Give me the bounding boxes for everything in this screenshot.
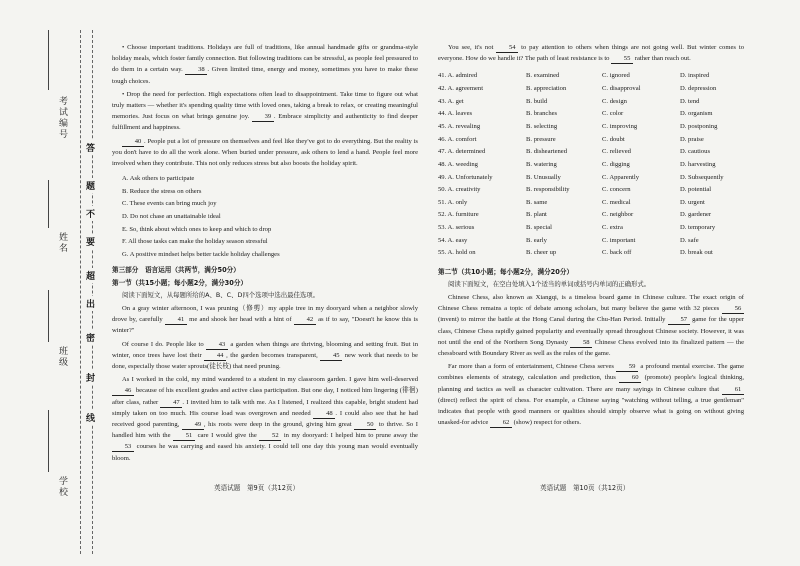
choice-option: 55. A. hold on <box>438 249 476 257</box>
blank-57[interactable]: 57 <box>668 315 690 325</box>
seal-word: 要 <box>83 234 96 249</box>
tips-paragraph: 40 . People put a lot of pressure on themselves and feel like they've got to do everything. But the reality is you don't have to do all the work alone. When buried under pressure, ask others to lend a hand. People feel more involved when they contribute. This not only reduces stress but also boosts the holiday spirit. <box>112 137 418 168</box>
blank-40[interactable]: 40 <box>122 137 144 147</box>
seal-word: 封 <box>83 370 96 385</box>
choice-option: D. tend <box>680 97 700 105</box>
text-run: game for the upper class, Chinese Chess rapidly gained popularity and eventually spread throughout Chinese society. However, it was not until the end of the Northern Song Dynasty <box>438 316 744 346</box>
tips-paragraph: • Drop the need for perfection. High expectations often lead to disappointment. Take time to figure out what truly matters — whether it's spending quality time with loved ones, taking a break to relax, or creating meaningful memories. Just focus on what brings genuine joy. 39 . Embrace simplicity and authenticity to find deeper fulfillment and happiness. <box>112 90 418 132</box>
choice-option: 43. A. get <box>438 97 464 105</box>
seal-word: 题 <box>83 178 96 193</box>
choice-option: 50. A. creativity <box>438 186 481 194</box>
seal-word: 超 <box>83 268 96 283</box>
text-run: to thrive. So I handled him with the <box>112 421 418 440</box>
choice-option: C. neighbor <box>602 211 634 219</box>
school-label: 学校 <box>57 476 67 498</box>
cloze-ending <box>438 42 744 64</box>
option-item: B. Reduce the stress on others <box>122 187 202 195</box>
blank-47[interactable]: 47 <box>160 398 182 408</box>
choice-option: D. harvesting <box>680 160 716 168</box>
choice-option: 51. A. only <box>438 198 468 206</box>
choice-option: B. Unusually <box>526 173 561 181</box>
blank-43[interactable]: 43 <box>206 340 228 350</box>
choice-option: D. Subsequently <box>680 173 724 181</box>
choice-option: C. digging <box>602 160 630 168</box>
part-2-title: 第二节（共10小题；每小题2分，满分20分） <box>438 267 574 276</box>
text-run: Of course I do. People like to <box>122 340 206 348</box>
school-line <box>48 410 49 472</box>
text-run: to pay attention to others when things are not going well. But winter comes to everyone. How do we handle it? The path of least resistance is to <box>438 44 745 63</box>
exam-no-line <box>48 30 49 90</box>
choice-option: B. early <box>526 236 547 244</box>
choice-option: C. disapproval <box>602 85 641 93</box>
choice-option: C. back off <box>602 249 632 257</box>
choice-option: C. doubt <box>602 135 625 143</box>
paragraph <box>112 303 418 337</box>
text-run: Far more than a form of entertainment, Chinese Chess serves <box>448 363 617 371</box>
choice-option: B. plant <box>526 211 547 219</box>
seal-line-outer <box>80 30 81 554</box>
page-9-footer: 英语试题 第9页（共12页） <box>214 484 300 492</box>
choice-option: C. important <box>602 236 636 244</box>
paragraph <box>438 361 744 428</box>
text-run: As I worked in the cold, my mind wandered to a student in my classroom garden. I gave him well-deserved <box>122 376 418 384</box>
blank-49[interactable]: 49 <box>182 420 204 430</box>
choice-option: C. improving <box>602 122 638 130</box>
choices-grid <box>438 70 744 258</box>
paragraph <box>438 292 744 359</box>
binding-margin <box>0 0 96 566</box>
seal-line-inner <box>92 30 93 554</box>
section-3-instructions: 阅读下面短文，从每题所给的A、B、C、D四个选项中选出最佳选项。 <box>122 290 320 299</box>
blank-59[interactable]: 59 <box>616 362 638 372</box>
name-label: 姓名 <box>57 232 67 254</box>
blank-51[interactable]: 51 <box>173 431 195 441</box>
text-run: a garden when things are thriving, blooming and setting fruit. But in winter, once trees have lost their <box>112 340 418 359</box>
grammar-passage <box>438 292 744 428</box>
choice-option: B. same <box>526 198 548 206</box>
blank-62[interactable]: 62 <box>490 418 512 428</box>
option-item: C. These events can bring much joy <box>122 200 217 208</box>
text-run: . I could also see that he had received good parenting, <box>112 409 418 429</box>
text-run: You see, it's not <box>448 44 497 51</box>
choice-option: B. examined <box>526 72 560 80</box>
seal-word: 密 <box>83 330 96 345</box>
choice-option: D. depression <box>680 85 717 93</box>
choice-option: D. organism <box>680 110 713 118</box>
choice-option: D. temporary <box>680 224 716 232</box>
choice-option: C. Apparently <box>602 173 639 181</box>
text-run: (invent) to mirror the battle at the Hong Canal during the Chu-Han Period. Initially <box>438 316 668 324</box>
choice-option: D. praise <box>680 135 704 143</box>
text-run: because of his excellent grades and active class participation. But one day, I noticed him lingering (徘徊) after class, rather <box>112 387 418 406</box>
page-10-footer: 英语试题 第10页（共12页） <box>540 484 630 492</box>
text-run: . I invited him to talk with me. As I listened, I realized this capable, bright student had simply taken on too much. His course load was overgrown and needed <box>112 398 418 417</box>
part-2-instructions: 阅读下面短文，在空白处填入1个适当的单词或括号内单词的正确形式。 <box>448 279 651 288</box>
section-3-part-1-title: 第一节（共15小题；每小题2分，满分30分） <box>112 278 248 287</box>
name-line <box>48 180 49 228</box>
section-3-title: 第三部分 语言运用（共两节，满分50分） <box>112 266 240 275</box>
choice-option: C. concern <box>602 186 631 194</box>
blank-42[interactable]: 42 <box>294 315 316 325</box>
text-run: me and shook her head with a hint of <box>186 316 294 324</box>
choice-option: D. potential <box>680 186 712 194</box>
blank-61[interactable]: 61 <box>722 385 744 395</box>
option-item: G. A positive mindset helps better tackle holiday challenges <box>122 250 280 258</box>
choice-option: C. ignored <box>602 72 630 80</box>
blank-41[interactable]: 41 <box>165 315 187 325</box>
choice-option: D. urgent <box>680 198 705 206</box>
choice-option: 46. A. comfort <box>438 135 477 143</box>
text-run: , the garden becomes transparent, <box>226 351 321 359</box>
seal-word: 出 <box>83 296 96 311</box>
choice-option: C. color <box>602 110 624 118</box>
paragraph <box>112 339 418 373</box>
cloze-story <box>112 303 418 464</box>
text-run: On a gray winter afternoon, I was pruning（修剪）my apple tree in my dooryard when a neighbor slowly drove by, carefully <box>112 305 418 324</box>
choice-option: C. extra <box>602 224 623 232</box>
choice-option: D. break out <box>680 249 713 257</box>
choice-option: D. inspired <box>680 72 710 80</box>
text-run: Chinese Chess, also known as Xiangqi, is a timeless board game in Chinese culture. The exact origin of Chinese Chess remains a topic of debate among scholars, but many believe the game with 32 pieces <box>438 293 744 313</box>
choice-option: C. relieved <box>602 148 631 156</box>
option-item: F. All those tasks can make the holiday season stressful <box>122 238 268 246</box>
blank-44[interactable]: 44 <box>204 351 226 361</box>
choice-option: D. safe <box>680 236 699 244</box>
choice-option: B. build <box>526 97 548 105</box>
class-line <box>48 290 49 342</box>
blank-54[interactable]: 54 <box>496 43 518 53</box>
choice-option: 53. A. serious <box>438 224 475 232</box>
exam-no-label: 考试编号 <box>57 96 67 140</box>
text-run: new work that needs to be done, especially those water sprouts(徒长枝) that need pruning. <box>112 351 418 371</box>
choice-option: B. pressure <box>526 135 556 143</box>
choice-option: 47. A. determined <box>438 148 486 156</box>
blank-60[interactable]: 60 <box>619 373 641 383</box>
text-run: rather than reach out. <box>633 55 691 63</box>
tips-paragraph: • Choose important traditions. Holidays are full of traditions, like annual handmade gifts or grandma-style holiday meals, which foster family connection. But following traditions can be stressful, as people feel pressured to do them in a certain way. 38 . Given limited time, energy and money, sometimes you have to make these tough choices. <box>112 44 418 85</box>
text-run: a profound mental exercise. The game combines elements of strategy, calculation and prediction, thus <box>438 363 744 382</box>
blank-38[interactable]: 38 <box>185 65 207 75</box>
text-run: courses he was carrying and eased his anxiety. I could tell one day this young man would eventually bloom. <box>112 443 418 462</box>
text-run: Chinese Chess evolved into its finalized pattern — the chessboard with Boundary River as well as the rules of the game. <box>438 338 744 357</box>
choice-option: B. special <box>526 224 553 232</box>
choice-option: 52. A. furniture <box>438 211 479 219</box>
page-9-column <box>112 42 418 466</box>
seal-word: 线 <box>83 410 96 425</box>
option-item: A. Ask others to participate <box>122 175 195 183</box>
text-run: (show) respect for others. <box>512 419 582 427</box>
class-label: 班级 <box>57 346 67 368</box>
blank-56[interactable]: 56 <box>722 304 744 314</box>
blank-55[interactable]: 55 <box>611 54 633 64</box>
blank-58[interactable]: 58 <box>570 338 592 348</box>
option-item: D. Do not chase an unattainable ideal <box>122 213 221 221</box>
option-item: E. So, think about which ones to keep and which to drop <box>122 225 272 233</box>
choice-option: 49. A. Unfortunately <box>438 173 493 181</box>
text-run: care I would give the <box>195 432 260 440</box>
text-run: in my dooryard: I helped him to prune away the <box>281 432 418 440</box>
choice-option: B. appreciation <box>526 85 567 93</box>
choice-option: D. postponing <box>680 122 718 130</box>
options-list <box>112 173 418 261</box>
blank-46[interactable]: 46 <box>112 386 134 396</box>
text-run: as if to say, "Doesn't he know this is winter?" <box>112 316 418 335</box>
choice-option: B. selecting <box>526 122 558 130</box>
choice-option: 44. A. leaves <box>438 110 473 118</box>
choice-option: B. responsibility <box>526 186 570 194</box>
choice-option: B. disheartened <box>526 148 568 156</box>
choice-option: 54. A. easy <box>438 236 468 244</box>
choice-option: D. cautious <box>680 148 711 156</box>
choice-option: 41. A. admired <box>438 72 478 80</box>
page-10-column <box>438 42 744 430</box>
choice-option: 45. A. revealing <box>438 122 481 130</box>
choice-option: C. medical <box>602 198 631 206</box>
blank-48[interactable]: 48 <box>313 409 335 419</box>
blank-45[interactable]: 45 <box>320 351 342 361</box>
blank-50[interactable]: 50 <box>354 420 376 430</box>
choice-option: D. gardener <box>680 211 712 219</box>
choice-option: B. cheer up <box>526 249 557 257</box>
text-run: (direct) reflect the spirit of chess. For example, a Chinese saying "watching without telling, a true gentleman" indicates that people with good manners or qualities should simply observe what is going on without giving unasked-for advice <box>438 396 744 427</box>
choice-option: 42. A. agreement <box>438 85 484 93</box>
choice-option: C. design <box>602 97 627 105</box>
choice-option: B. watering <box>526 160 557 168</box>
blank-52[interactable]: 52 <box>259 431 281 441</box>
blank-39[interactable]: 39 <box>252 112 274 122</box>
choice-option: B. branches <box>526 110 558 118</box>
seal-word: 答 <box>83 140 96 155</box>
seal-word: 不 <box>83 206 96 221</box>
choice-option: 48. A. weeding <box>438 160 478 168</box>
text-run: (promote) people's logical thinking, planning and tactics as well as character cultivation. There are many sayings in Chinese culture that <box>438 374 744 393</box>
paragraph <box>112 374 418 464</box>
text-run: , his roots were deep in the ground, giving him great <box>203 421 355 429</box>
blank-53[interactable]: 53 <box>112 442 134 452</box>
